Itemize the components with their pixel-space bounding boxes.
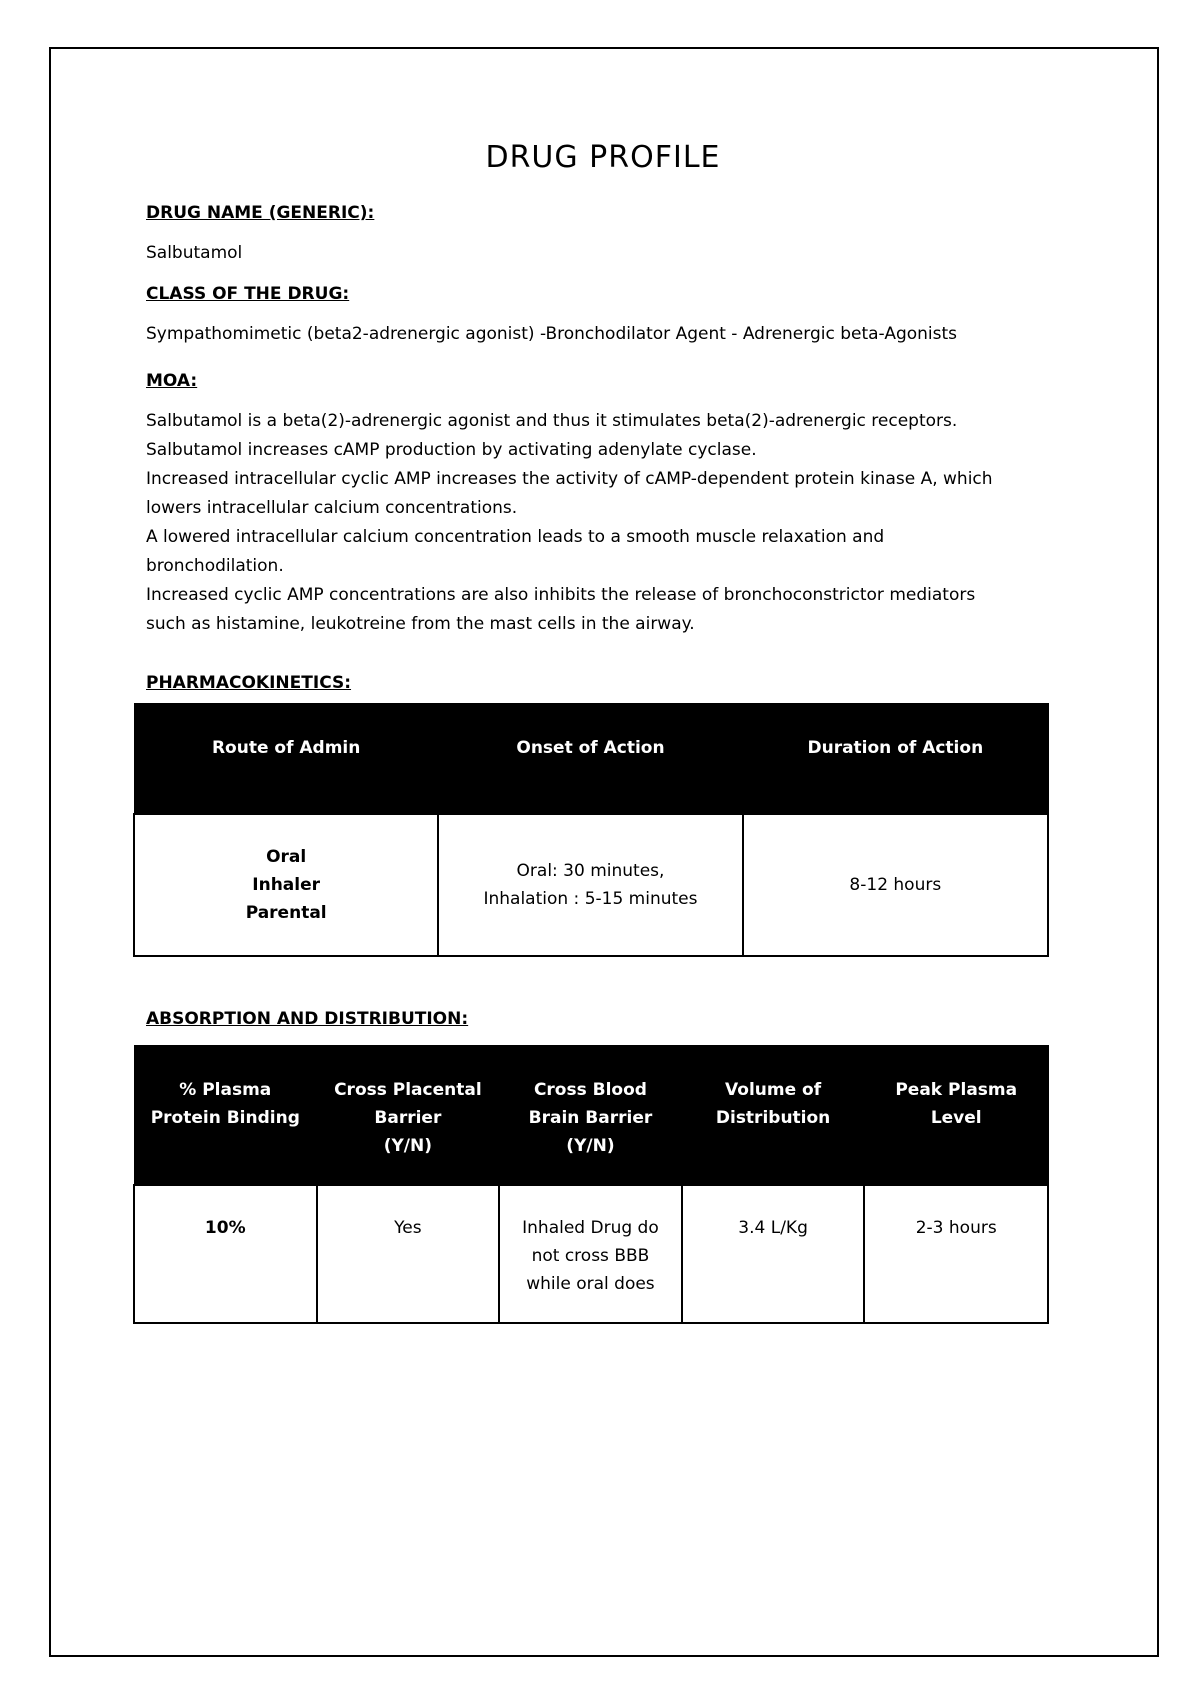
bbb-line: Inhaled Drug do (522, 1218, 659, 1238)
bbb-header (499, 1045, 682, 1185)
header-line: (Y/N) (566, 1135, 615, 1156)
protein-binding-header (134, 1045, 317, 1185)
bbb-cell (499, 1185, 682, 1323)
route-header: Route of Admin (134, 704, 438, 814)
header-line: Volume of (725, 1079, 822, 1100)
moa-line: such as histamine, leukotreine from the mast cells in the airway. (146, 614, 695, 634)
placental-header (317, 1045, 500, 1185)
moa-line: lowers intracellular calcium concentrations. (146, 498, 518, 518)
moa-line: Salbutamol increases cAMP production by activating adenylate cyclase. (146, 440, 757, 460)
bbb-line: while oral does (526, 1274, 655, 1294)
onset-inhalation: Inhalation : 5-15 minutes (483, 888, 698, 909)
drug-name-heading: DRUG NAME (GENERIC): (146, 203, 375, 223)
placental-cell: Yes (317, 1185, 500, 1323)
protein-binding-cell: 10% (134, 1185, 317, 1323)
header-line: Level (930, 1107, 982, 1128)
moa-line: Salbutamol is a beta(2)-adrenergic agonist and thus it stimulates beta(2)-adrenergic receptors. (146, 411, 958, 431)
peak-cell: 2-3 hours (864, 1185, 1048, 1323)
table-header-row (134, 704, 1048, 814)
header-line: Barrier (374, 1107, 442, 1128)
drug-class-value: Sympathomimetic (beta2-adrenergic agonist) -Bronchodilator Agent - Adrenergic beta-Agonists (146, 324, 958, 344)
moa-text (146, 407, 1060, 639)
header-line: Protein Binding (150, 1107, 300, 1128)
header-line: (Y/N) (383, 1135, 433, 1156)
moa-line: A lowered intracellular calcium concentration leads to a smooth muscle relaxation and (146, 527, 885, 547)
peak-header (864, 1045, 1048, 1185)
header-line: Cross Placental (334, 1079, 482, 1100)
onset-oral: Oral: 30 minutes, (516, 860, 665, 881)
bbb-line: not cross BBB (531, 1246, 650, 1266)
volume-header (682, 1045, 865, 1185)
absorption-heading: ABSORPTION AND DISTRIBUTION: (146, 1008, 469, 1029)
moa-heading: MOA: (146, 371, 198, 391)
route-cell (134, 814, 438, 956)
moa-line: bronchodilation. (146, 556, 284, 576)
header-line: % Plasma (179, 1079, 272, 1100)
table-header-row (134, 1045, 1048, 1185)
table-row (134, 814, 1048, 956)
drug-class-heading: CLASS OF THE DRUG: (146, 284, 350, 304)
absorption-table (133, 1045, 1049, 1325)
document-content (146, 140, 1060, 1324)
header-line: Peak Plasma (895, 1079, 1018, 1100)
header-line: Cross Blood (533, 1079, 647, 1100)
moa-line: Increased cyclic AMP concentrations are also inhibits the release of bronchoconstrictor mediators (146, 585, 976, 605)
route-inhaler: Inhaler (252, 874, 321, 895)
onset-header: Onset of Action (438, 704, 742, 814)
duration-header: Duration of Action (743, 704, 1048, 814)
volume-cell: 3.4 L/Kg (682, 1185, 865, 1323)
duration-cell: 8-12 hours (743, 814, 1048, 956)
drug-name-value: Salbutamol (146, 243, 243, 263)
route-parental: Parental (245, 902, 327, 923)
header-line: Brain Barrier (528, 1107, 653, 1128)
onset-cell (438, 814, 742, 956)
route-oral: Oral (266, 846, 307, 867)
header-line: Distribution (715, 1107, 831, 1128)
page-title: DRUG PROFILE (485, 140, 721, 175)
pharmacokinetics-table (133, 703, 1049, 957)
table-row (134, 1185, 1048, 1323)
moa-line: Increased intracellular cyclic AMP increases the activity of cAMP-dependent protein kinase A, which (146, 469, 993, 489)
pharmacokinetics-heading: PHARMACOKINETICS: (146, 673, 352, 693)
